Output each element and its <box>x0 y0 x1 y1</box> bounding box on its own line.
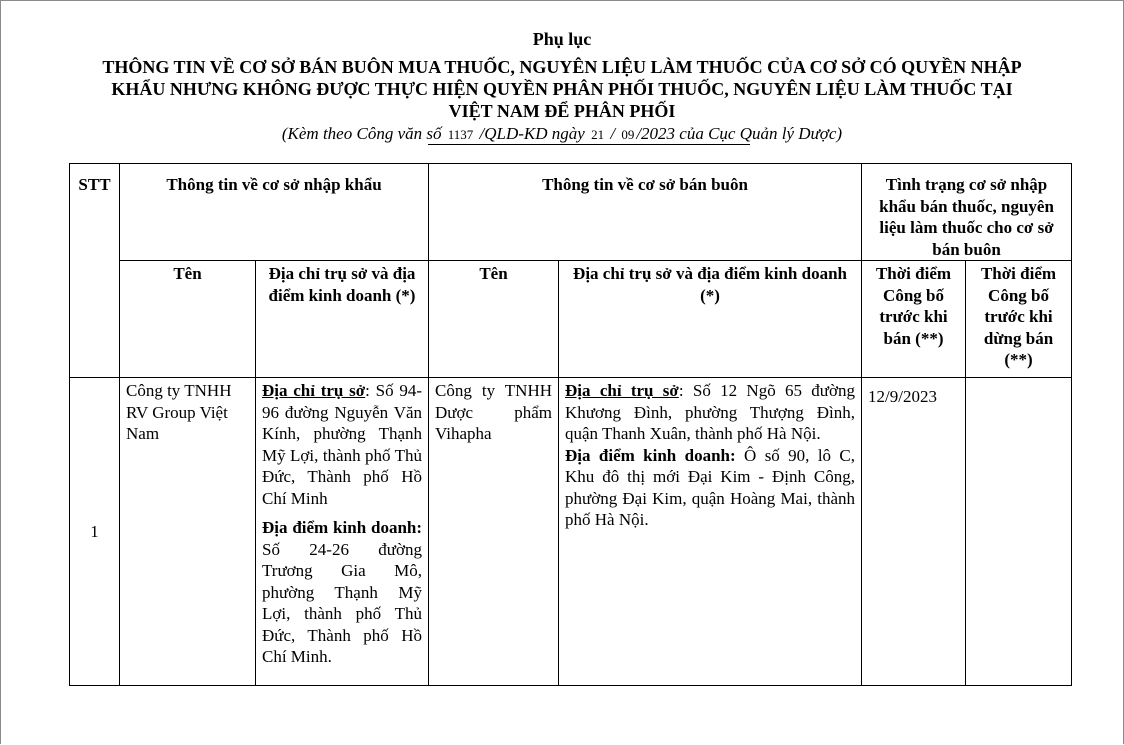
importer-hq-address <box>262 380 422 509</box>
document-number: 1137 <box>447 127 474 142</box>
reference-day: 21 <box>591 127 605 142</box>
header-status: Tình trạng cơ sở nhập khẩu bán thuốc, nguyên liệu làm thuốc cho cơ sở bán buôn <box>862 164 1072 261</box>
importer-hq-label: Địa chỉ trụ sở <box>262 381 366 400</box>
header-row-1 <box>70 164 1072 261</box>
header-importer-name: Tên <box>120 261 256 378</box>
wholesaler-business-address <box>565 445 855 531</box>
reference-month: 09 <box>621 127 635 142</box>
title-line-1: THÔNG TIN VỀ CƠ SỞ BÁN BUÔN MUA THUỐC, NGUYÊN LIỆU LÀM THUỐC CỦA CƠ SỞ CÓ QUYỀN NHẬP <box>102 57 1022 77</box>
wholesaler-biz-label: Địa điểm kinh doanh: <box>565 445 736 465</box>
header-wholesaler: Thông tin về cơ sở bán buôn <box>429 164 862 261</box>
header-importer-address: Địa chỉ trụ sở và địa điểm kinh doanh (*) <box>256 261 429 378</box>
header-importer: Thông tin về cơ sở nhập khẩu <box>120 164 429 261</box>
row-stt: 1 <box>70 378 120 686</box>
announce-before-stop <box>966 378 1072 686</box>
table-row <box>70 378 1072 686</box>
document-reference <box>0 123 1124 145</box>
header-wholesaler-name: Tên <box>429 261 559 378</box>
date-separator: / <box>610 124 616 143</box>
header-stt: STT <box>70 164 120 378</box>
header-row-2 <box>70 261 1072 378</box>
reference-mid: /QLD-KD ngày <box>479 124 585 143</box>
title-line-3: VIỆT NAM ĐỂ PHÂN PHỐI <box>448 101 676 121</box>
appendix-heading: Phụ lục <box>532 29 592 49</box>
wholesaler-address <box>559 378 862 686</box>
wholesaler-hq-value: : Số 12 Ngõ 65 đường Khương Đình, phường Thượng Đình, quận Thanh Xuân, thành phố Hà Nội. <box>565 381 856 443</box>
header-wholesaler-address: Địa chỉ trụ sở và địa điểm kinh doanh (*) <box>559 261 862 378</box>
reference-suffix: /2023 của Cục Quản lý Dược) <box>636 124 843 143</box>
title-line-2: KHẨU NHƯNG KHÔNG ĐƯỢC THỰC HIỆN QUYỀN PHÂN PHỐI THUỐC, NGUYÊN LIỆU LÀM THUỐC TẠI <box>111 79 1013 99</box>
distributor-table <box>69 163 1072 686</box>
importer-address <box>256 378 429 686</box>
wholesaler-biz-value: Ô số 90, lô C, Khu đô thị mới Đại Kim - Định Công, phường Đại Kim, quận Hoàng Mai, thành phố Hà Nội. <box>565 445 856 529</box>
reference-prefix: (Kèm theo Công văn số <box>281 124 442 143</box>
wholesaler-name: Công ty TNHH Dược phẩm Vihapha <box>429 378 559 686</box>
wholesaler-hq-label: Địa chỉ trụ sở <box>565 381 679 400</box>
importer-business-address <box>262 517 422 668</box>
announce-before-sale: 12/9/2023 <box>862 378 966 686</box>
importer-biz-value: Số 24-26 đường Trương Gia Mô, phường Thạnh Mỹ Lợi, thành phố Thủ Đức, Thành phố Hồ Chí Minh. <box>262 539 423 666</box>
reference-underline <box>428 144 750 145</box>
header-announce-before-sale: Thời điểm Công bố trước khi bán (**) <box>862 261 966 378</box>
header-announce-before-stop: Thời điểm Công bố trước khi dừng bán (**) <box>966 261 1072 378</box>
importer-name: Công ty TNHH RV Group Việt Nam <box>120 378 256 686</box>
wholesaler-hq-address <box>565 380 855 445</box>
importer-hq-value: : Số 94-96 đường Nguyễn Văn Kính, phường Thạnh Mỹ Lợi, thành phố Thủ Đức, Thành phố Hồ Chí Minh <box>262 381 423 508</box>
importer-biz-label: Địa điểm kinh doanh: <box>262 518 423 537</box>
